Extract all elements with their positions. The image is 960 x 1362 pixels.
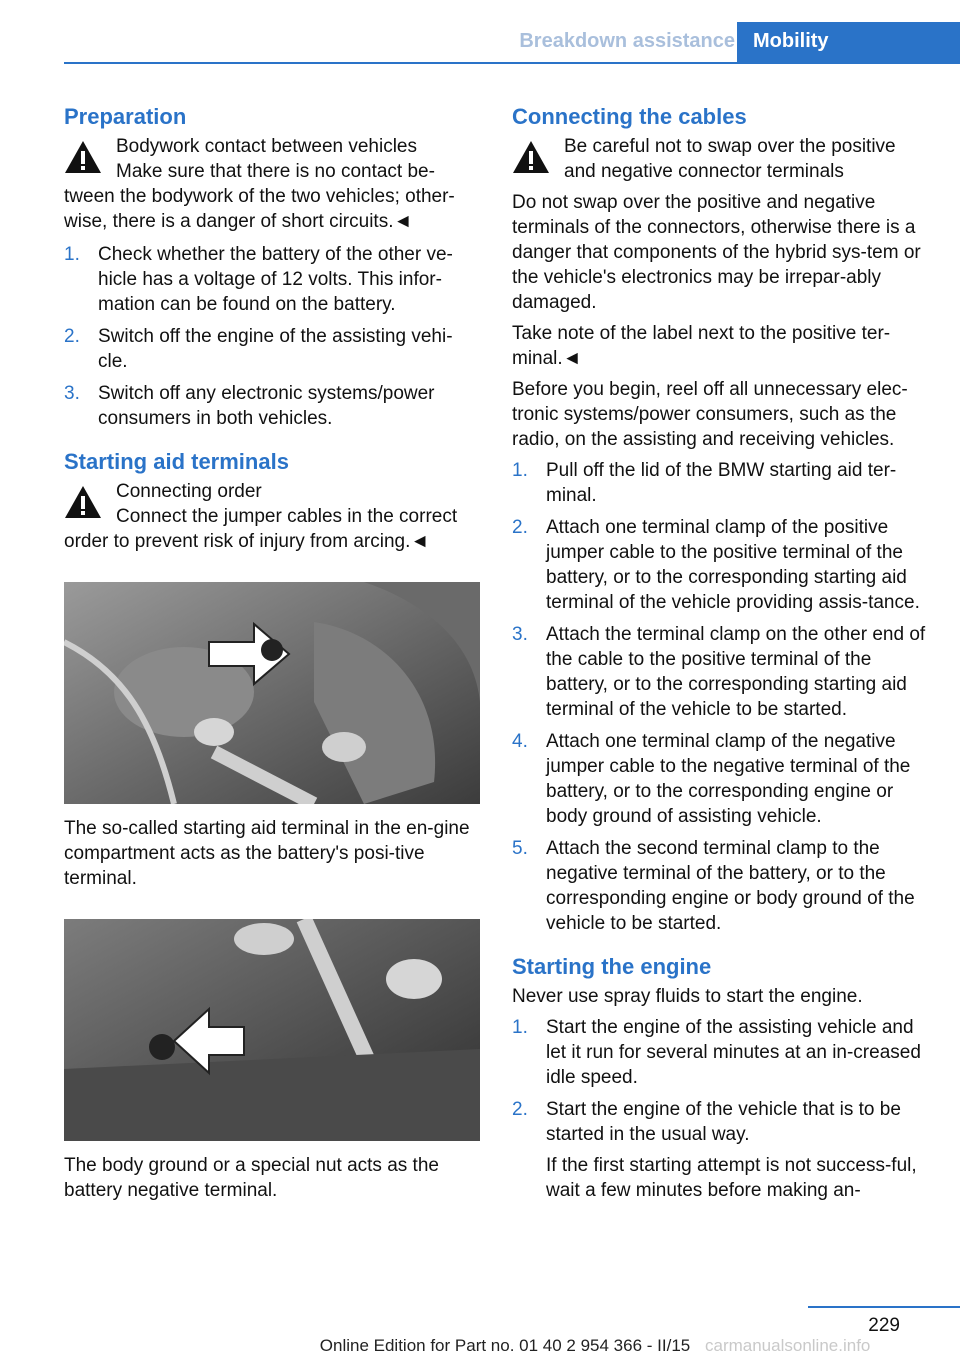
paragraph: Before you begin, reel off all unnecessary elec-tronic systems/power consumers, such as the radio, on the assisting and receiving vehicles. — [512, 379, 908, 450]
right-column — [512, 102, 928, 1210]
list-item: 3. Switch off any electronic systems/power consumers in both vehicles. — [64, 383, 435, 429]
running-header-chapter-tab — [737, 22, 960, 62]
photo1-caption: The so-called starting aid terminal in the en-gine compartment acts as the battery's posi-tive terminal. — [64, 818, 470, 889]
warning-title: Bodywork contact between vehicles — [116, 136, 417, 157]
left-column — [64, 102, 482, 1209]
engine-steps — [512, 1015, 928, 1203]
chapter-label: Mobility — [753, 30, 829, 52]
list-item: 1. Start the engine of the assisting vehicle and let it run for several minutes at an in-creased idle speed. — [512, 1017, 921, 1088]
warning-swap-terminals — [512, 134, 928, 184]
list-item: 2. Switch off the engine of the assisting vehi-cle. — [64, 326, 453, 372]
warning-title: Be careful not to swap over the positive and negative connector terminals — [564, 136, 896, 182]
list-item: 1. Pull off the lid of the BMW starting aid ter-minal. — [512, 460, 897, 506]
starting-engine-heading: Starting the engine — [512, 954, 712, 979]
warning-body: order to prevent risk of injury from arcing.◄ — [64, 531, 430, 552]
list-item: 3. Attach the terminal clamp on the other end of the cable to the positive terminal of the battery, or to the corresponding starting aid terminal of the vehicle to be started. — [512, 624, 926, 720]
warning-triangle-icon — [64, 140, 102, 174]
list-item: 4. Attach one terminal clamp of the negative jumper cable to the negative terminal of the battery, or to the corresponding engine or body ground of assisting vehicle. — [512, 731, 911, 827]
connecting-cables-heading: Connecting the cables — [512, 104, 747, 129]
watermark: carmanualsonline.info — [705, 1336, 871, 1355]
warning-bodywork-contact — [64, 134, 482, 234]
warning-title: Connecting order — [116, 481, 262, 502]
body-ground-negative-terminal-photo — [64, 919, 480, 1141]
footer-rule — [808, 1306, 960, 1308]
list-item: 2. Start the engine of the vehicle that is to be started in the usual way. If the first starting attempt is not success-ful, wait a few minutes before making an- — [512, 1097, 928, 1203]
warning-triangle-icon — [512, 140, 550, 174]
list-item: 2. Attach one terminal clamp of the positive jumper cable to the positive terminal of the battery, or to the corresponding starting aid terminal of the vehicle providing assis-tance. — [512, 517, 920, 613]
preparation-steps — [64, 242, 482, 431]
starting-aid-terminals-heading: Starting aid terminals — [64, 449, 289, 474]
page-number: 229 — [868, 1315, 900, 1336]
warning-connecting-order — [64, 479, 482, 554]
list-item: 1. Check whether the battery of the other ve-hicle has a voltage of 12 volts. This infor-mation can be found on the battery. — [64, 244, 453, 315]
list-item: 5. Attach the second terminal clamp to the negative terminal of the battery, or to the corresponding engine or body ground of the vehicle to be started. — [512, 838, 915, 934]
warning-triangle-icon — [64, 485, 102, 519]
paragraph: Take note of the label next to the positive ter-minal.◄ — [512, 323, 891, 369]
engine-intro: Never use spray fluids to start the engine. — [512, 986, 863, 1007]
header-rule — [64, 62, 960, 64]
connecting-steps — [512, 458, 928, 936]
warning-lead: Connect the jumper cables in the correct — [116, 506, 458, 527]
engine-compartment-positive-terminal-photo — [64, 582, 480, 804]
step-note: If the first starting attempt is not success-ful, wait a few minutes before making an- — [546, 1155, 917, 1201]
preparation-heading: Preparation — [64, 104, 187, 129]
warning-body: tween the bodywork of the two vehicles; other-wise, there is a danger of short circuits.◄ — [64, 186, 455, 232]
photo2-caption: The body ground or a special nut acts as the battery negative terminal. — [64, 1155, 439, 1201]
edition-line: Online Edition for Part no. 01 40 2 954 366 - II/15 — [319, 1336, 691, 1355]
warning-lead: Make sure that there is no contact be- — [116, 161, 435, 182]
paragraph: Do not swap over the positive and negative terminals of the connectors, otherwise there is a danger that components of the hybrid sys-tem or the vehicle's electronics may be irrepar-ably damaged. — [512, 192, 921, 313]
running-header-section: Breakdown assistance — [519, 30, 735, 52]
